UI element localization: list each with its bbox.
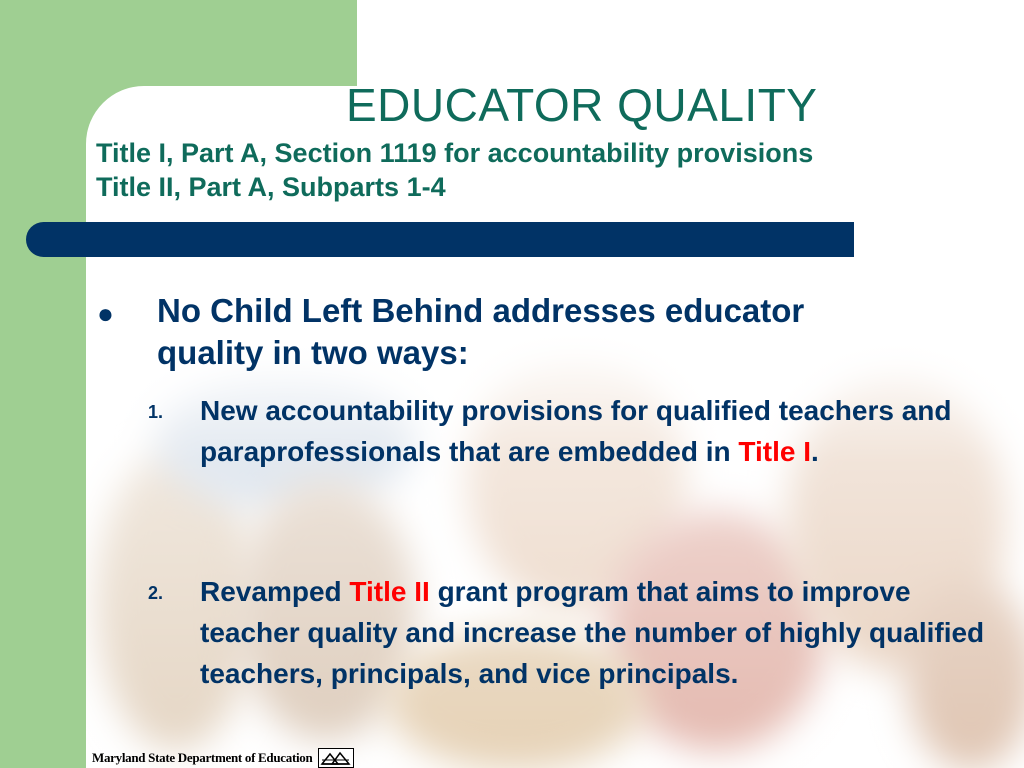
item-1-text-after: .: [811, 436, 819, 467]
item-2-number: 2.: [148, 583, 164, 603]
item-2-highlight: Title II: [349, 576, 430, 607]
footer-organization-name: Maryland State Department of Education: [92, 750, 313, 765]
main-bullet-line-1: No Child Left Behind addresses educator: [157, 292, 805, 329]
msde-logo-icon: [318, 748, 354, 768]
slide-subtitle-line-1: Title I, Part A, Section 1119 for accountability provisions: [96, 138, 814, 168]
item-2-text-before: Revamped: [200, 576, 350, 607]
slide-title: EDUCATOR QUALITY: [346, 79, 818, 131]
slide-subtitle-line-2: Title II, Part A, Subparts 1-4: [96, 172, 446, 202]
item-1-number: 1.: [148, 402, 164, 422]
main-bullet-text: [157, 290, 957, 374]
footer: [92, 748, 354, 768]
item-1-text: [200, 390, 1005, 472]
item-2-text: [200, 571, 1005, 694]
title-divider-bar: [26, 222, 854, 257]
main-bullet-line-2: quality in two ways:: [157, 334, 469, 371]
item-2-text-after: grant program that aims to improve teacher quality and increase the number of highly qualified teachers, principals, and vice principals.: [200, 576, 985, 689]
item-1-highlight: Title I: [738, 436, 811, 467]
bullet-dot-icon: ●: [97, 298, 114, 329]
item-1-text-before: New accountability provisions for qualified teachers and paraprofessionals that are embedded in: [200, 395, 952, 467]
